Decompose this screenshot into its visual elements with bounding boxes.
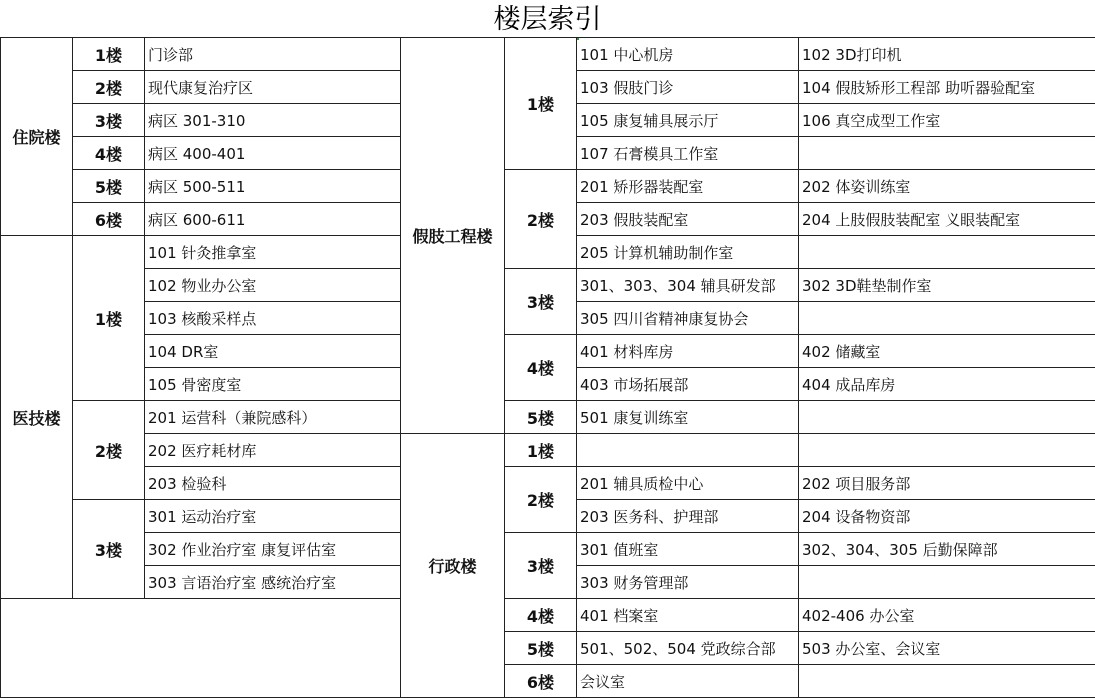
room-cell: 105 康复辅具展示厅	[577, 104, 799, 137]
floor-label: 4楼	[505, 599, 577, 632]
table-row	[1, 335, 1095, 368]
floor-label: 1楼	[73, 236, 145, 401]
floor-label: 5楼	[505, 401, 577, 434]
floor-label: 5楼	[505, 632, 577, 665]
floor-label: 3楼	[73, 104, 145, 137]
floor-label: 1楼	[505, 38, 577, 170]
room-cell	[799, 401, 1095, 434]
room-cell: 301 运动治疗室	[145, 500, 401, 533]
floor-label: 2楼	[73, 71, 145, 104]
room-cell: 205 计算机辅助制作室	[577, 236, 799, 269]
room-cell: 病区 500-511	[145, 170, 401, 203]
floor-label: 1楼	[73, 38, 145, 71]
table-row	[1, 170, 1095, 203]
floor-index-table	[0, 37, 1095, 698]
room-cell: 病区 301-310	[145, 104, 401, 137]
table-row	[1, 467, 1095, 500]
table-row	[1, 434, 1095, 467]
floor-label: 3楼	[505, 269, 577, 335]
room-cell: 103 假肢门诊	[577, 71, 799, 104]
room-cell: 203 检验科	[145, 467, 401, 500]
room-cell: 202 体姿训练室	[799, 170, 1095, 203]
room-cell: 106 真空成型工作室	[799, 104, 1095, 137]
room-cell: 301 值班室	[577, 533, 799, 566]
room-cell: 102 3D打印机	[799, 38, 1095, 71]
room-cell	[799, 137, 1095, 170]
room-cell: 401 档案室	[577, 599, 799, 632]
building-name: 住院楼	[1, 38, 73, 236]
room-cell: 503 办公室、会议室	[799, 632, 1095, 665]
room-cell	[799, 302, 1095, 335]
room-cell: 204 上肢假肢装配室 义眼装配室	[799, 203, 1095, 236]
room-cell: 203 医务科、护理部	[577, 500, 799, 533]
room-cell: 204 设备物资部	[799, 500, 1095, 533]
floor-label: 1楼	[505, 434, 577, 467]
table-row	[1, 269, 1095, 302]
room-cell: 会议室	[577, 665, 799, 698]
room-cell: 203 假肢装配室	[577, 203, 799, 236]
table-row	[1, 401, 1095, 434]
room-cell: 501、502、504 党政综合部	[577, 632, 799, 665]
floor-label: 6楼	[73, 203, 145, 236]
room-cell: 501 康复训练室	[577, 401, 799, 434]
room-cell: 401 材料库房	[577, 335, 799, 368]
room-cell	[577, 434, 799, 467]
room-cell	[799, 434, 1095, 467]
floor-label: 4楼	[505, 335, 577, 401]
room-cell: 102 物业办公室	[145, 269, 401, 302]
room-cell: 301、303、304 辅具研发部	[577, 269, 799, 302]
room-cell: 101 中心机房	[577, 38, 799, 71]
room-cell: 302 3D鞋垫制作室	[799, 269, 1095, 302]
room-cell: 202 医疗耗材库	[145, 434, 401, 467]
floor-label: 6楼	[505, 665, 577, 698]
floor-label: 3楼	[505, 533, 577, 599]
empty-cell	[1, 599, 401, 698]
room-cell: 303 言语治疗室 感统治疗室	[145, 566, 401, 599]
table-row	[1, 38, 1095, 71]
room-cell: 403 市场拓展部	[577, 368, 799, 401]
floor-label: 2楼	[505, 467, 577, 533]
room-cell: 201 矫形器装配室	[577, 170, 799, 203]
room-cell: 103 核酸采样点	[145, 302, 401, 335]
room-cell: 201 辅具质检中心	[577, 467, 799, 500]
room-cell: 402 储藏室	[799, 335, 1095, 368]
room-cell: 101 针灸推拿室	[145, 236, 401, 269]
room-cell	[799, 236, 1095, 269]
building-name: 行政楼	[401, 434, 505, 698]
room-cell: 病区 400-401	[145, 137, 401, 170]
room-cell: 104 假肢矫形工程部 助听器验配室	[799, 71, 1095, 104]
room-cell: 302 作业治疗室 康复评估室	[145, 533, 401, 566]
room-cell: 201 运营科（兼院感科）	[145, 401, 401, 434]
room-cell: 门诊部	[145, 38, 401, 71]
room-cell	[799, 665, 1095, 698]
building-name: 医技楼	[1, 236, 73, 599]
room-cell: 105 骨密度室	[145, 368, 401, 401]
building-name: 假肢工程楼	[401, 38, 505, 434]
floor-label: 5楼	[73, 170, 145, 203]
room-cell: 202 项目服务部	[799, 467, 1095, 500]
floor-label: 2楼	[505, 170, 577, 269]
room-cell: 303 财务管理部	[577, 566, 799, 599]
floor-label: 4楼	[73, 137, 145, 170]
table-row	[1, 533, 1095, 566]
room-cell: 305 四川省精神康复协会	[577, 302, 799, 335]
table-row	[1, 599, 1095, 632]
floor-label: 2楼	[73, 401, 145, 500]
room-cell: 404 成品库房	[799, 368, 1095, 401]
page-title: 楼层索引	[0, 0, 1095, 36]
room-cell	[799, 566, 1095, 599]
room-cell: 107 石膏模具工作室	[577, 137, 799, 170]
room-cell: 402-406 办公室	[799, 599, 1095, 632]
room-cell: 现代康复治疗区	[145, 71, 401, 104]
room-cell: 302、304、305 后勤保障部	[799, 533, 1095, 566]
room-cell: 104 DR室	[145, 335, 401, 368]
floor-label: 3楼	[73, 500, 145, 599]
room-cell: 病区 600-611	[145, 203, 401, 236]
